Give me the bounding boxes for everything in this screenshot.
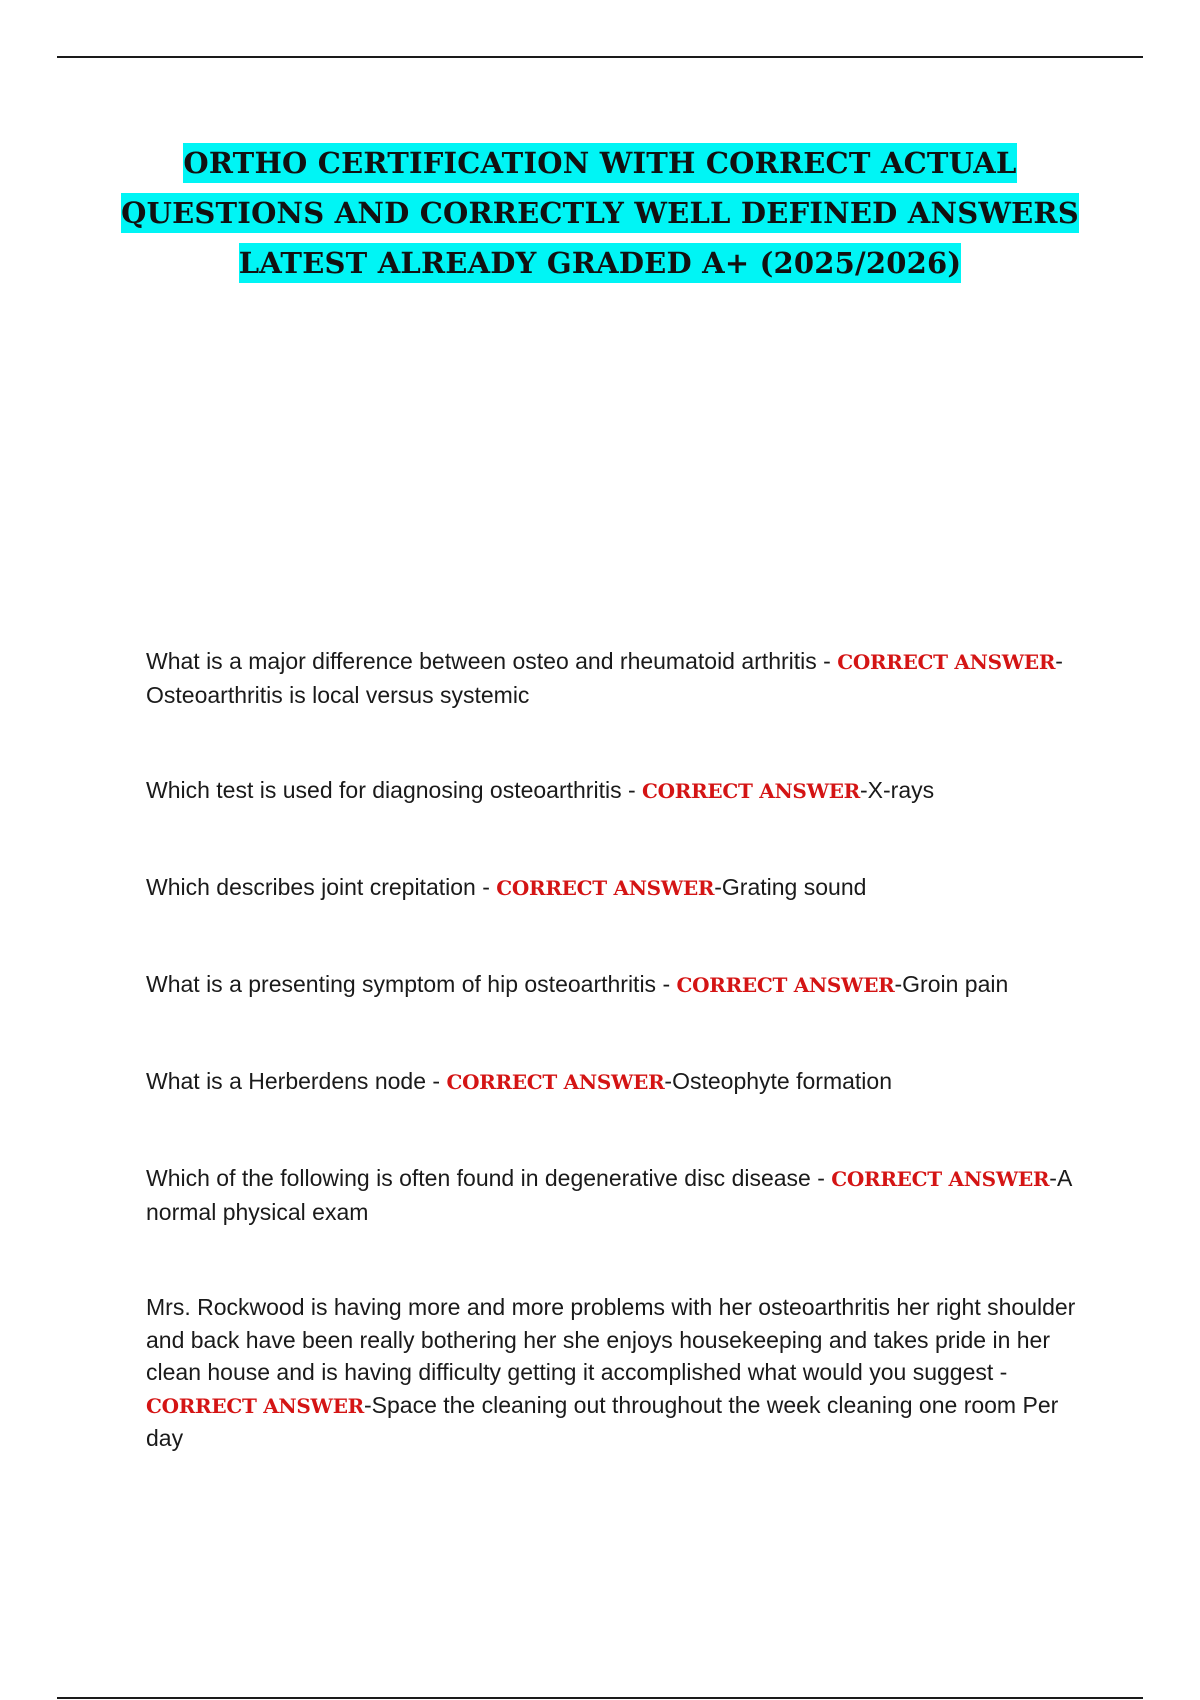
question-text: What is a major difference between osteo and rheumatoid arthritis xyxy=(146,648,817,674)
separator: - xyxy=(656,971,677,997)
title-highlight: ORTHO CERTIFICATION WITH CORRECT ACTUAL QUESTIONS AND CORRECTLY WELL DEFINED ANSWERS LATEST ALREADY GRADED A+ (2025/2026) xyxy=(121,143,1079,283)
question-text: Which describes joint crepitation xyxy=(146,874,476,900)
correct-answer-marker: CORRECT ANSWER xyxy=(446,1070,665,1094)
correct-answer-marker: CORRECT ANSWER xyxy=(676,973,895,997)
answer-text: Groin pain xyxy=(902,971,1009,997)
separator: - xyxy=(816,648,838,674)
answer-text: Space the cleaning out throughout the week cleaning one room Per day xyxy=(146,1391,1059,1451)
answer-text: Osteophyte formation xyxy=(672,1068,892,1094)
correct-answer-marker: CORRECT ANSWER xyxy=(831,1167,1050,1191)
separator: - xyxy=(621,777,643,803)
separator: - xyxy=(426,1068,447,1094)
correct-answer-marker: CORRECT ANSWER xyxy=(496,876,715,900)
qa-item-4: What is a presenting symptom of hip osteoarthritis - CORRECT ANSWER-Groin pain xyxy=(146,971,1009,997)
correct-answer-marker: CORRECT ANSWER xyxy=(146,1393,364,1418)
answer-text: Osteoarthritis is local versus systemic xyxy=(146,681,530,708)
top-rule xyxy=(57,56,1143,58)
question-text: Which test is used for diagnosing osteoarthritis xyxy=(146,777,622,803)
question-text: Mrs. Rockwood is having more and more problems with her osteoarthritis her right shoulder and back have been really bothering her she enjoys housekeeping and takes pride in her clean house and is having difficulty getting it accomplished what would you suggest xyxy=(146,1294,1076,1385)
separator: - xyxy=(475,874,497,900)
correct-answer-marker: CORRECT ANSWER xyxy=(837,650,1056,674)
document-title xyxy=(100,138,1100,288)
question-text: What is a Herberdens node xyxy=(146,1068,426,1094)
correct-answer-marker: CORRECT ANSWER xyxy=(642,779,860,803)
question-text: Which of the following is often found in degenerative disc disease xyxy=(146,1165,811,1191)
separator: - xyxy=(810,1165,832,1191)
qa-item-7: Mrs. Rockwood is having more and more problems with her osteoarthritis her right shoulder and back have been really bothering her she enjoys housekeeping and takes pride in her clean house and is having difficulty getting it accomplished what would you suggest - CORRECT ANSWER-Space the cleaning out throughout the week cleaning one room Per day xyxy=(146,1294,1076,1451)
answer-text: A normal physical exam xyxy=(146,1165,1072,1225)
qa-item-1: What is a major difference between osteo and rheumatoid arthritis - CORRECT ANSWER-Osteoarthritis is local versus systemic xyxy=(146,648,1063,708)
answer-text: X-rays xyxy=(867,777,935,803)
qa-item-5: What is a Herberdens node - CORRECT ANSWER-Osteophyte formation xyxy=(146,1068,892,1094)
answer-text: Grating sound xyxy=(721,874,867,900)
qa-item-6: Which of the following is often found in degenerative disc disease - CORRECT ANSWER-A normal physical exam xyxy=(146,1165,1072,1225)
separator: - xyxy=(993,1359,1008,1385)
qa-item-3: Which describes joint crepitation - CORRECT ANSWER-Grating sound xyxy=(146,874,867,900)
bottom-rule xyxy=(57,1697,1143,1699)
question-text: What is a presenting symptom of hip osteoarthritis xyxy=(146,971,657,997)
qa-item-2: Which test is used for diagnosing osteoarthritis - CORRECT ANSWER-X-rays xyxy=(146,777,935,803)
